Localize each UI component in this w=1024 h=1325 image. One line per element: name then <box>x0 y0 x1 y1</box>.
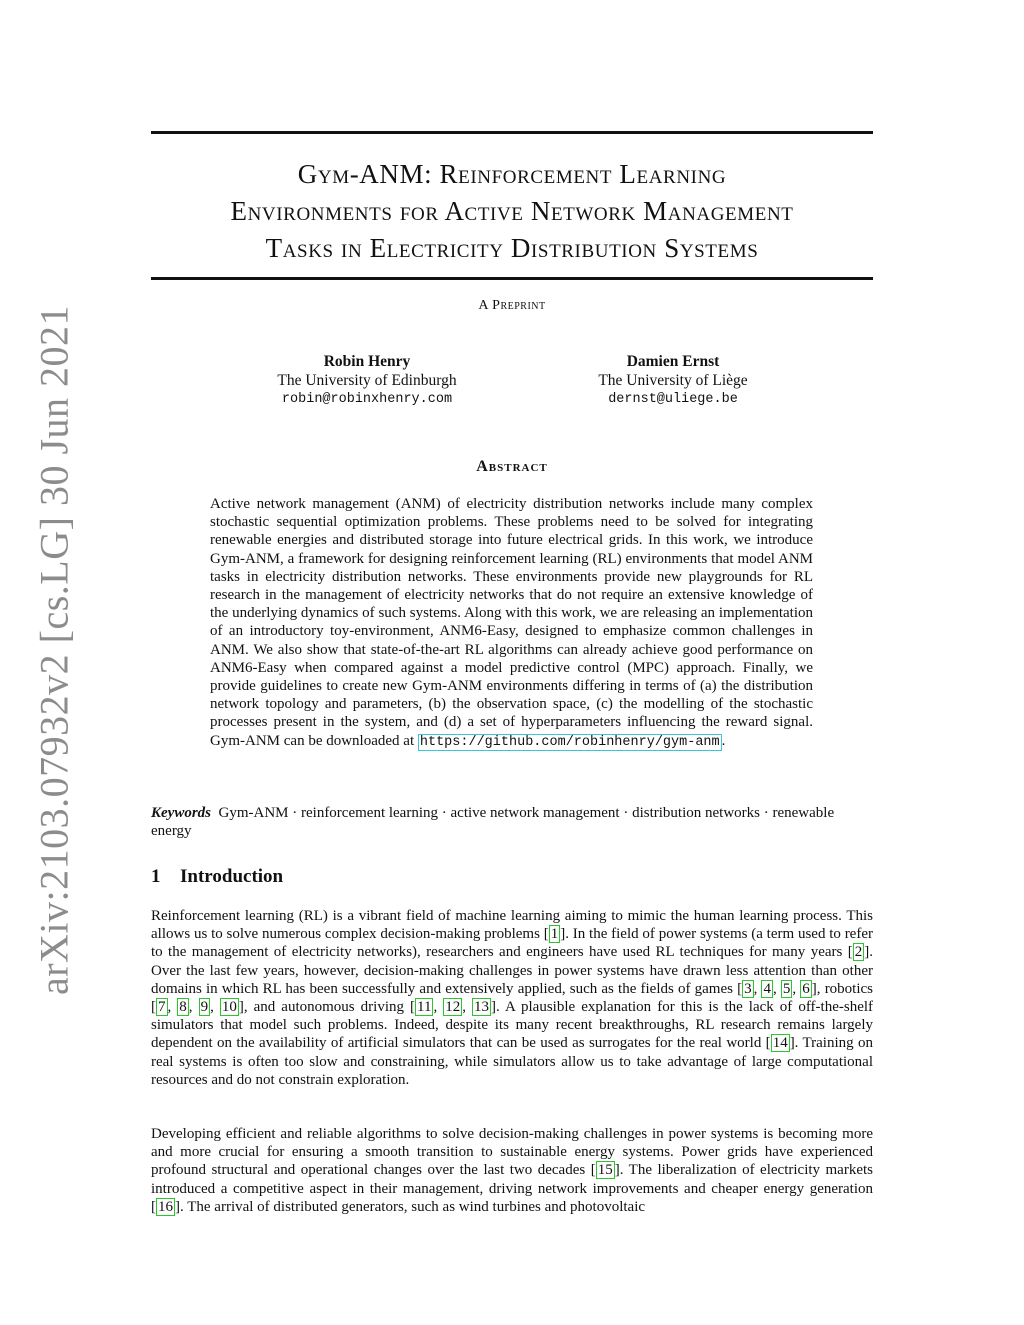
title-rule-bottom <box>151 277 873 280</box>
citation-link[interactable]: 5 <box>782 980 791 997</box>
paragraph-text: ], and autonomous driving [ <box>238 999 416 1016</box>
github-link[interactable]: https://github.com/robinhenry/gym-anm <box>419 734 720 750</box>
keywords-list: Gym-ANM · reinforcement learning · active network management · distribution networks · renewable energy <box>151 805 835 840</box>
citation-link[interactable]: 4 <box>763 980 771 997</box>
keywords-label: Keywords <box>151 805 211 821</box>
author-email[interactable]: dernst@uliege.be <box>608 392 738 407</box>
intro-paragraph <box>151 1125 873 1216</box>
citation-link[interactable]: 15 <box>597 1162 613 1179</box>
author-block <box>207 352 527 409</box>
arxiv-identifier-stamp: arXiv:2103.07932v2 [cs.LG] 30 Jun 2021 <box>31 304 77 996</box>
section-number: 1 <box>151 866 161 887</box>
citation-link[interactable]: 1 <box>550 926 559 943</box>
paragraph-text: Reinforcement learning (RL) is a vibrant field of machine learning aiming to mimic the human learning process. This allows us to solve numerous complex decision-making problems [ <box>151 908 873 943</box>
citation-link[interactable]: 13 <box>474 999 490 1016</box>
paper-title <box>151 156 873 267</box>
author-block <box>513 352 833 409</box>
citation-link[interactable]: 2 <box>854 944 863 961</box>
author-email[interactable]: robin@robinxhenry.com <box>281 392 453 407</box>
paragraph-text: ]. Training on real systems is often too slow and constraining, while simulators allow us to take advantage of large computational resources and do not constrain exploration. <box>151 1035 873 1088</box>
title-line: Tasks in Electricity Distribution Systems <box>265 233 759 263</box>
citation-link[interactable]: 7 <box>158 999 166 1016</box>
keywords-line <box>151 804 873 840</box>
title-line: Gym-ANM: Reinforcement Learning <box>297 159 727 189</box>
citation-link[interactable]: 11 <box>417 999 432 1016</box>
citation-link[interactable]: 14 <box>772 1035 788 1052</box>
citation-link[interactable]: 10 <box>221 999 237 1016</box>
paragraph-text: ]. A plausible explanation for this is the lack of off-the-shelf simulators that model such problems. Indeed, despite its many recent breakthroughs, RL research remains largely dependent on the availability of artificial simulators that can be used as surrogates for the real world [ <box>151 999 874 1052</box>
section-heading <box>151 866 283 888</box>
abstract-heading: Abstract <box>476 458 548 475</box>
abstract-text: Active network management (ANM) of electricity distribution networks include many complex stochastic sequential optimization problems. These problems need to be solved for integrating renewable energies and distributed storage into future electrical grids. In this work, we introduce Gym-ANM, a framework for designing reinforcement learning (RL) environments that model ANM tasks in electricity distribution networks. These environments provide new playgrounds for RL research in the management of electricity networks that do not require an extensive knowledge of the underlying dynamics of such systems. Along with this work, we are releasing an implementation of an introductory toy-environment, ANM6-Easy, designed to emphasize common challenges in ANM. We also show that state-of-the-art RL algorithms can already achieve good performance on ANM6-Easy when compared against a model predictive control (MPC) approach. Finally, we provide guidelines to create new Gym-ANM environments differing in terms of (a) the distribution network topology and parameters, (b) the observation space, (c) the modelling of the stochastic processes present in the system, and (d) a set of hyperparameters influencing the reward signal. Gym-ANM can be downloaded at <box>210 496 813 749</box>
citation-link[interactable]: 16 <box>158 1198 173 1215</box>
paragraph-text: ], robotics [ <box>151 980 874 1016</box>
citation-link[interactable]: 3 <box>744 980 752 997</box>
author-affiliation: The University of Liège <box>598 372 748 389</box>
paragraph-text: ]. Over the last few years, however, decision-making challenges in power systems have drawn less attention than other domains in which RL has been successfully and extensively applied, such as the fields of games [ <box>151 944 873 997</box>
paragraph-text: Developing efficient and reliable algorithms to solve decision-making challenges in power systems is becoming more and more crucial for ensuring a smooth transition to sustainable energy systems. Power grids have experienced profound structural and operational changes over the last two decades [ <box>151 1126 873 1179</box>
paragraph-text: ]. The arrival of distributed generators, such as wind turbines and photovoltaic <box>175 1198 646 1215</box>
intro-paragraph: Reinforcement learning (RL) is a vibrant field of machine learning aiming to mimic the human learning process. This allows us to solve numerous complex decision-making problems [ 1 ]. In the field of power systems (a term used to refer to the management of electricity networks), researchers and engineers have used RL techniques for many years [ 2 ]. Over the last few years, however, decision-making challenges in power systems have drawn less attention than other domains in which RL has been successfully and extensively applied, such as the fields of games [ 3 , 4 , 5 , 6 ], robotics [ 7 , 8 , 9 , 10 ], and autonomous driving [ 11 , 12 , 13 ]. A plausible explanation for this is the lack of off-the-shelf simulators that model such problems. Indeed, despite its many recent breakthroughs, RL research remains largely dependent on the availability of artificial simulators that can be used as surrogates for the real world [ 14 ]. Training on real systems is often too slow and constraining, while simulators allow us to take advantage of large computational resources and do not constrain exploration. <box>151 908 874 1088</box>
preprint-label: A Preprint <box>478 298 546 313</box>
author-name: Robin Henry <box>323 353 411 370</box>
paragraph-text: ]. In the field of power systems (a term used to refer to the management of electricity networks), researchers and engineers have used RL techniques for many years [ <box>151 926 873 961</box>
section-title: Introduction <box>180 866 284 887</box>
citation-link[interactable]: 8 <box>179 999 187 1016</box>
title-rule-top <box>151 131 873 134</box>
abstract-body <box>210 495 813 752</box>
citation-link[interactable]: 12 <box>445 999 461 1016</box>
author-name: Damien Ernst <box>626 353 720 370</box>
title-line: Environments for Active Network Management <box>230 196 794 226</box>
citation-link[interactable]: 9 <box>200 999 209 1016</box>
paragraph-text: ]. The liberalization of electricity markets introduced a competitive aspect in their management, driving network improvements and cheaper energy generation [ <box>151 1162 873 1215</box>
citation-link[interactable]: 6 <box>802 980 810 997</box>
author-affiliation: The University of Edinburgh <box>277 372 457 389</box>
abstract-end: . <box>721 732 726 749</box>
